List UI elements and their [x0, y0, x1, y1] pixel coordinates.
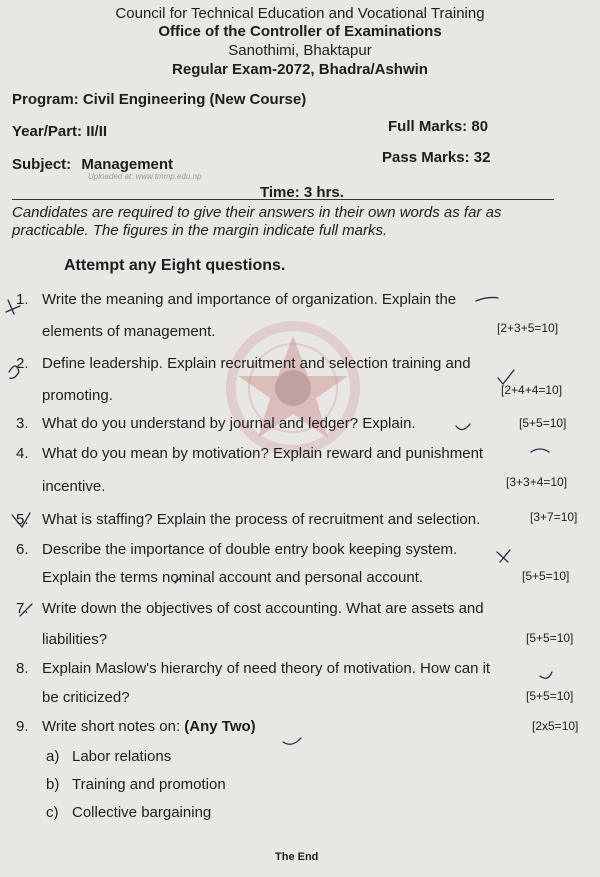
question-8-line-1: Explain Maslow's hierarchy of need theory of motivation. How can it: [42, 660, 491, 677]
question-1-line-1: Write the meaning and importance of organization. Explain the: [42, 291, 457, 308]
question-1-line-2: elements of management.: [42, 323, 216, 340]
instructions-line-1: Candidates are required to give their answers in their own words as far as: [12, 204, 502, 221]
question-2-number: 2.: [16, 355, 29, 372]
attempt-heading: Attempt any Eight questions.: [64, 257, 286, 274]
year-part-label: Year/Part: II/II: [12, 123, 108, 140]
subitem-c-label: c): [46, 804, 59, 821]
question-4-line-2: incentive.: [42, 478, 106, 495]
council-name: Council for Technical Education and Vocational Training: [115, 5, 485, 22]
question-6-number: 6.: [16, 541, 29, 558]
question-4-line-1: What do you mean by motivation? Explain reward and punishment: [42, 445, 484, 462]
subitem-b-text: Training and promotion: [72, 776, 226, 793]
exam-title: Regular Exam-2072, Bhadra/Ashwin: [172, 61, 428, 78]
subitem-a-text: Labor relations: [72, 748, 172, 765]
question-2-line-2: promoting.: [42, 387, 113, 404]
office-name: Office of the Controller of Examinations: [158, 23, 442, 40]
question-7-line-2: liabilities?: [42, 631, 108, 648]
the-end: The End: [275, 851, 319, 863]
program-label: Program: Civil Engineering (New Course): [12, 91, 307, 108]
question-7-line-1: Write down the objectives of cost accounting. What are assets and: [42, 600, 484, 617]
question-5-number: 5.: [16, 511, 29, 528]
full-marks: Full Marks: 80: [388, 118, 489, 135]
question-7-marks: [5+5=10]: [526, 631, 574, 645]
instructions-line-2: practicable. The figures in the margin indicate full marks.: [12, 222, 388, 239]
question-4-marks: [3+3+4=10]: [506, 475, 568, 489]
question-2-line-1: Define leadership. Explain recruitment and selection training and: [42, 355, 471, 372]
upload-watermark: Uploaded at: www.tmmp.edu.np: [88, 172, 202, 181]
time-label: Time: 3 hrs.: [260, 184, 344, 201]
question-8-marks: [5+5=10]: [526, 689, 574, 703]
question-6-marks: [5+5=10]: [522, 569, 570, 583]
subject-value: Management: [81, 156, 174, 173]
question-6-line-2: Explain the terms nominal account and personal account.: [42, 569, 424, 586]
question-3-marks: [5+5=10]: [519, 416, 567, 430]
question-1-number: 1.: [16, 291, 29, 308]
question-5-marks: [3+7=10]: [530, 510, 578, 524]
question-8-line-2: be criticized?: [42, 689, 130, 706]
subitem-c-text: Collective bargaining: [72, 804, 212, 821]
question-4-number: 4.: [16, 445, 29, 462]
question-9-marks: [2x5=10]: [532, 719, 579, 733]
question-8-number: 8.: [16, 660, 29, 677]
question-6-line-1: Describe the importance of double entry book keeping system.: [42, 541, 458, 558]
pass-marks: Pass Marks: 32: [382, 149, 491, 166]
question-7-number: 7.: [16, 600, 29, 617]
subitem-b-label: b): [46, 776, 60, 793]
question-3-number: 3.: [16, 415, 29, 432]
question-9-number: 9.: [16, 718, 29, 735]
question-9-text: Write short notes on:: [42, 718, 181, 735]
location: Sanothimi, Bhaktapur: [228, 42, 372, 59]
subject-label: Subject:: [12, 156, 72, 173]
question-1-marks: [2+3+5=10]: [497, 321, 559, 335]
question-3-line-1: What do you understand by journal and ledger? Explain.: [42, 415, 416, 432]
question-5-line-1: What is staffing? Explain the process of recruitment and selection.: [42, 511, 481, 528]
question-9-bold-text: (Any Two): [184, 718, 256, 735]
question-2-marks: [2+4+4=10]: [501, 383, 563, 397]
subitem-a-label: a): [46, 748, 60, 765]
